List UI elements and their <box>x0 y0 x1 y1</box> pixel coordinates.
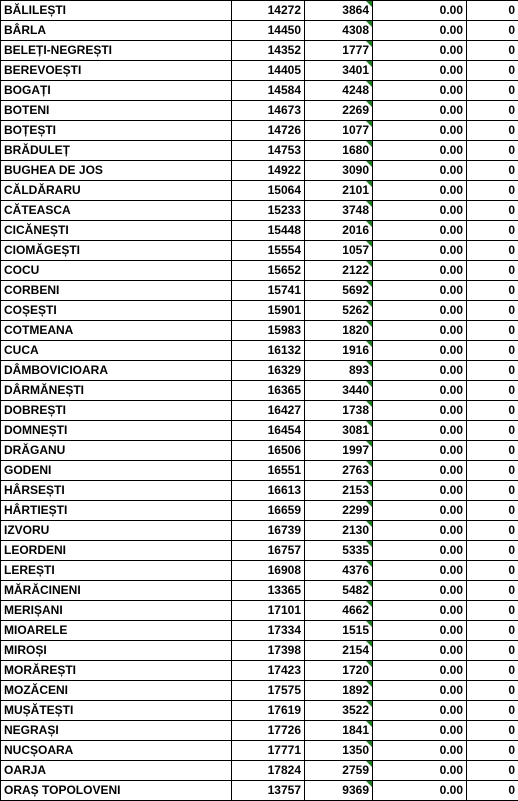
cell-value[interactable]: 0.00 <box>373 381 467 401</box>
table-row <box>1 141 518 161</box>
cell-count[interactable]: 0 <box>467 481 518 501</box>
table-row <box>1 261 518 281</box>
cell-value[interactable]: 0.00 <box>373 201 467 221</box>
table-row <box>1 281 518 301</box>
cell-code[interactable]: 14922 <box>232 161 305 181</box>
cell-population[interactable]: 3748 <box>305 201 373 221</box>
table-row <box>1 21 518 41</box>
cell-value[interactable]: 0.00 <box>373 321 467 341</box>
cell-value[interactable]: 0.00 <box>373 81 467 101</box>
cell-value[interactable]: 0.00 <box>373 61 467 81</box>
cell-code[interactable]: 16908 <box>232 561 305 581</box>
cell-count[interactable]: 0 <box>467 561 518 581</box>
cell-locality-name[interactable]: GODENI <box>1 461 232 481</box>
cell-code[interactable]: 16329 <box>232 361 305 381</box>
cell-code[interactable]: 16659 <box>232 501 305 521</box>
cell-code[interactable]: 14405 <box>232 61 305 81</box>
cell-population[interactable]: 2016 <box>305 221 373 241</box>
cell-count[interactable]: 0 <box>467 41 518 61</box>
cell-code[interactable]: 15554 <box>232 241 305 261</box>
cell-code[interactable]: 14726 <box>232 121 305 141</box>
cell-value[interactable]: 0.00 <box>373 101 467 121</box>
cell-population[interactable]: 1820 <box>305 321 373 341</box>
table-row <box>1 381 518 401</box>
cell-population[interactable]: 1892 <box>305 681 373 701</box>
cell-locality-name[interactable]: COCU <box>1 261 232 281</box>
cell-count[interactable]: 0 <box>467 101 518 121</box>
cell-count[interactable]: 0 <box>467 621 518 641</box>
cell-population[interactable]: 1680 <box>305 141 373 161</box>
cell-count[interactable]: 0 <box>467 741 518 761</box>
cell-population[interactable]: 3522 <box>305 701 373 721</box>
cell-population[interactable]: 2759 <box>305 761 373 781</box>
cell-population[interactable]: 2130 <box>305 521 373 541</box>
cell-locality-name[interactable]: DÂMBOVICIOARA <box>1 361 232 381</box>
cell-value[interactable]: 0.00 <box>373 621 467 641</box>
table-body <box>1 1 518 801</box>
cell-locality-name[interactable]: HÂRTIEȘTI <box>1 501 232 521</box>
cell-code[interactable]: 17334 <box>232 621 305 641</box>
cell-count[interactable]: 0 <box>467 261 518 281</box>
cell-count[interactable]: 0 <box>467 181 518 201</box>
cell-count[interactable]: 0 <box>467 61 518 81</box>
cell-code[interactable]: 16506 <box>232 441 305 461</box>
cell-count[interactable]: 0 <box>467 341 518 361</box>
table-row <box>1 121 518 141</box>
cell-value[interactable]: 0.00 <box>373 161 467 181</box>
cell-locality-name[interactable]: CORBENI <box>1 281 232 301</box>
cell-code[interactable]: 17726 <box>232 721 305 741</box>
cell-code[interactable]: 17398 <box>232 641 305 661</box>
cell-population[interactable]: 5482 <box>305 581 373 601</box>
cell-population[interactable]: 3090 <box>305 161 373 181</box>
cell-locality-name[interactable]: BOTENI <box>1 101 232 121</box>
cell-value[interactable]: 0.00 <box>373 481 467 501</box>
cell-code[interactable]: 16613 <box>232 481 305 501</box>
cell-code[interactable]: 15652 <box>232 261 305 281</box>
cell-count[interactable]: 0 <box>467 541 518 561</box>
cell-code[interactable]: 16427 <box>232 401 305 421</box>
cell-count[interactable]: 0 <box>467 21 518 41</box>
cell-value[interactable]: 0.00 <box>373 601 467 621</box>
cell-count[interactable]: 0 <box>467 161 518 181</box>
cell-value[interactable]: 0.00 <box>373 681 467 701</box>
cell-population[interactable]: 4376 <box>305 561 373 581</box>
table-row <box>1 1 518 21</box>
cell-code[interactable]: 17619 <box>232 701 305 721</box>
cell-locality-name[interactable]: MĂRĂCINENI <box>1 581 232 601</box>
cell-code[interactable]: 15233 <box>232 201 305 221</box>
cell-population[interactable]: 2763 <box>305 461 373 481</box>
cell-count[interactable]: 0 <box>467 521 518 541</box>
cell-count[interactable]: 0 <box>467 361 518 381</box>
cell-locality-name[interactable]: BOȚEȘTI <box>1 121 232 141</box>
cell-value[interactable]: 0.00 <box>373 141 467 161</box>
cell-population[interactable]: 3864 <box>305 1 373 21</box>
cell-locality-name[interactable]: BELEȚI-NEGREȘTI <box>1 41 232 61</box>
cell-locality-name[interactable]: MIROȘI <box>1 641 232 661</box>
cell-locality-name[interactable]: BRĂDULEȚ <box>1 141 232 161</box>
cell-count[interactable]: 0 <box>467 601 518 621</box>
cell-locality-name[interactable]: COȘEȘTI <box>1 301 232 321</box>
cell-population[interactable]: 1777 <box>305 41 373 61</box>
table-row <box>1 101 518 121</box>
cell-population[interactable]: 4308 <box>305 21 373 41</box>
cell-code[interactable]: 14272 <box>232 1 305 21</box>
cell-locality-name[interactable]: MOZĂCENI <box>1 681 232 701</box>
cell-value[interactable]: 0.00 <box>373 181 467 201</box>
cell-count[interactable]: 0 <box>467 461 518 481</box>
table-row <box>1 781 518 801</box>
cell-code[interactable]: 15741 <box>232 281 305 301</box>
cell-population[interactable]: 1720 <box>305 661 373 681</box>
cell-count[interactable]: 0 <box>467 141 518 161</box>
cell-locality-name[interactable]: BUGHEA DE JOS <box>1 161 232 181</box>
table-row <box>1 161 518 181</box>
cell-code[interactable]: 16739 <box>232 521 305 541</box>
cell-count[interactable]: 0 <box>467 301 518 321</box>
cell-locality-name[interactable]: BOGAȚI <box>1 81 232 101</box>
table-row <box>1 421 518 441</box>
cell-population[interactable]: 1057 <box>305 241 373 261</box>
cell-value[interactable]: 0.00 <box>373 701 467 721</box>
cell-locality-name[interactable]: CĂLDĂRARU <box>1 181 232 201</box>
cell-code[interactable]: 17771 <box>232 741 305 761</box>
cell-locality-name[interactable]: IZVORU <box>1 521 232 541</box>
cell-value[interactable]: 0.00 <box>373 761 467 781</box>
cell-population[interactable]: 1738 <box>305 401 373 421</box>
table-row <box>1 41 518 61</box>
cell-count[interactable]: 0 <box>467 281 518 301</box>
cell-count[interactable]: 0 <box>467 381 518 401</box>
table-row <box>1 641 518 661</box>
table-row <box>1 481 518 501</box>
cell-population[interactable]: 5262 <box>305 301 373 321</box>
cell-count[interactable]: 0 <box>467 761 518 781</box>
cell-locality-name[interactable]: CICĂNEȘTI <box>1 221 232 241</box>
table-row <box>1 761 518 781</box>
cell-population[interactable]: 4662 <box>305 601 373 621</box>
cell-locality-name[interactable]: MERIȘANI <box>1 601 232 621</box>
cell-locality-name[interactable]: CĂTEASCA <box>1 201 232 221</box>
table-row <box>1 701 518 721</box>
cell-value[interactable]: 0.00 <box>373 221 467 241</box>
cell-count[interactable]: 0 <box>467 781 518 801</box>
cell-count[interactable]: 0 <box>467 121 518 141</box>
cell-locality-name[interactable]: LEREȘTI <box>1 561 232 581</box>
cell-value[interactable]: 0.00 <box>373 341 467 361</box>
cell-locality-name[interactable]: HÂRSEȘTI <box>1 481 232 501</box>
table-row <box>1 661 518 681</box>
table-row <box>1 61 518 81</box>
cell-locality-name[interactable]: DOBREȘTI <box>1 401 232 421</box>
cell-population[interactable]: 1916 <box>305 341 373 361</box>
cell-value[interactable]: 0.00 <box>373 461 467 481</box>
cell-locality-name[interactable]: MORĂREȘTI <box>1 661 232 681</box>
cell-locality-name[interactable]: BĂLILEȘTI <box>1 1 232 21</box>
table-row <box>1 721 518 741</box>
cell-locality-name[interactable]: ORAȘ TOPOLOVENI <box>1 781 232 801</box>
cell-value[interactable]: 0.00 <box>373 401 467 421</box>
cell-population[interactable]: 2153 <box>305 481 373 501</box>
table-row <box>1 81 518 101</box>
cell-population[interactable]: 1350 <box>305 741 373 761</box>
cell-code[interactable]: 13365 <box>232 581 305 601</box>
cell-count[interactable]: 0 <box>467 81 518 101</box>
cell-locality-name[interactable]: BÂRLA <box>1 21 232 41</box>
table-row <box>1 201 518 221</box>
cell-code[interactable]: 17824 <box>232 761 305 781</box>
table-row <box>1 441 518 461</box>
cell-locality-name[interactable]: CUCA <box>1 341 232 361</box>
cell-code[interactable]: 13757 <box>232 781 305 801</box>
cell-code[interactable]: 17423 <box>232 661 305 681</box>
table-row <box>1 741 518 761</box>
cell-locality-name[interactable]: OARJA <box>1 761 232 781</box>
cell-code[interactable]: 14584 <box>232 81 305 101</box>
cell-value[interactable]: 0.00 <box>373 241 467 261</box>
table-row <box>1 401 518 421</box>
table-row <box>1 221 518 241</box>
table-row <box>1 241 518 261</box>
cell-locality-name[interactable]: CIOMĂGEȘTI <box>1 241 232 261</box>
table-row <box>1 501 518 521</box>
cell-population[interactable]: 893 <box>305 361 373 381</box>
cell-count[interactable]: 0 <box>467 241 518 261</box>
cell-locality-name[interactable]: DOMNEȘTI <box>1 421 232 441</box>
cell-population[interactable]: 1077 <box>305 121 373 141</box>
table-row <box>1 541 518 561</box>
table-row <box>1 301 518 321</box>
table-row <box>1 621 518 641</box>
table-row <box>1 681 518 701</box>
cell-code[interactable]: 17101 <box>232 601 305 621</box>
cell-locality-name[interactable]: LEORDENI <box>1 541 232 561</box>
cell-population[interactable]: 1515 <box>305 621 373 641</box>
cell-value[interactable]: 0.00 <box>373 541 467 561</box>
cell-code[interactable]: 17575 <box>232 681 305 701</box>
cell-count[interactable]: 0 <box>467 721 518 741</box>
cell-count[interactable]: 0 <box>467 401 518 421</box>
cell-population[interactable]: 5335 <box>305 541 373 561</box>
cell-count[interactable]: 0 <box>467 701 518 721</box>
cell-code[interactable]: 16365 <box>232 381 305 401</box>
table-row <box>1 181 518 201</box>
cell-locality-name[interactable]: DÂRMĂNEȘTI <box>1 381 232 401</box>
cell-population[interactable]: 3401 <box>305 61 373 81</box>
cell-locality-name[interactable]: NUCȘOARA <box>1 741 232 761</box>
cell-code[interactable]: 16551 <box>232 461 305 481</box>
table-row <box>1 361 518 381</box>
cell-code[interactable]: 16454 <box>232 421 305 441</box>
table-row <box>1 321 518 341</box>
cell-locality-name[interactable]: MUȘĂTEȘTI <box>1 701 232 721</box>
cell-count[interactable]: 0 <box>467 441 518 461</box>
cell-count[interactable]: 0 <box>467 221 518 241</box>
cell-population[interactable]: 2122 <box>305 261 373 281</box>
cell-count[interactable]: 0 <box>467 1 518 21</box>
cell-value[interactable]: 0.00 <box>373 781 467 801</box>
cell-value[interactable]: 0.00 <box>373 501 467 521</box>
cell-population[interactable]: 4248 <box>305 81 373 101</box>
cell-code[interactable]: 15901 <box>232 301 305 321</box>
cell-value[interactable]: 0.00 <box>373 21 467 41</box>
cell-code[interactable]: 14753 <box>232 141 305 161</box>
cell-code[interactable]: 14450 <box>232 21 305 41</box>
cell-count[interactable]: 0 <box>467 681 518 701</box>
cell-value[interactable]: 0.00 <box>373 121 467 141</box>
table-row <box>1 601 518 621</box>
cell-population[interactable]: 3081 <box>305 421 373 441</box>
cell-population[interactable]: 2299 <box>305 501 373 521</box>
cell-population[interactable]: 9369 <box>305 781 373 801</box>
cell-locality-name[interactable]: NEGRAȘI <box>1 721 232 741</box>
cell-population[interactable]: 2154 <box>305 641 373 661</box>
cell-locality-name[interactable]: BEREVOEȘTI <box>1 61 232 81</box>
table-row <box>1 461 518 481</box>
cell-count[interactable]: 0 <box>467 321 518 341</box>
cell-value[interactable]: 0.00 <box>373 261 467 281</box>
cell-value[interactable]: 0.00 <box>373 521 467 541</box>
cell-value[interactable]: 0.00 <box>373 281 467 301</box>
cell-population[interactable]: 3440 <box>305 381 373 401</box>
table-row <box>1 581 518 601</box>
cell-locality-name[interactable]: COTMEANA <box>1 321 232 341</box>
cell-code[interactable]: 16757 <box>232 541 305 561</box>
cell-code[interactable]: 15983 <box>232 321 305 341</box>
table-row <box>1 561 518 581</box>
cell-locality-name[interactable]: DRĂGANU <box>1 441 232 461</box>
cell-value[interactable]: 0.00 <box>373 361 467 381</box>
cell-value[interactable]: 0.00 <box>373 441 467 461</box>
cell-code[interactable]: 15064 <box>232 181 305 201</box>
cell-code[interactable]: 14673 <box>232 101 305 121</box>
cell-value[interactable]: 0.00 <box>373 661 467 681</box>
cell-count[interactable]: 0 <box>467 581 518 601</box>
cell-value[interactable]: 0.00 <box>373 1 467 21</box>
cell-count[interactable]: 0 <box>467 641 518 661</box>
cell-population[interactable]: 1997 <box>305 441 373 461</box>
table-row <box>1 521 518 541</box>
cell-population[interactable]: 2101 <box>305 181 373 201</box>
cell-value[interactable]: 0.00 <box>373 641 467 661</box>
cell-population[interactable]: 1841 <box>305 721 373 741</box>
cell-value[interactable]: 0.00 <box>373 721 467 741</box>
table-row <box>1 341 518 361</box>
cell-count[interactable]: 0 <box>467 421 518 441</box>
cell-code[interactable]: 16132 <box>232 341 305 361</box>
cell-count[interactable]: 0 <box>467 501 518 521</box>
cell-value[interactable]: 0.00 <box>373 421 467 441</box>
cell-value[interactable]: 0.00 <box>373 301 467 321</box>
cell-count[interactable]: 0 <box>467 661 518 681</box>
cell-count[interactable]: 0 <box>467 201 518 221</box>
cell-value[interactable]: 0.00 <box>373 561 467 581</box>
cell-population[interactable]: 2269 <box>305 101 373 121</box>
cell-value[interactable]: 0.00 <box>373 741 467 761</box>
cell-value[interactable]: 0.00 <box>373 581 467 601</box>
cell-value[interactable]: 0.00 <box>373 41 467 61</box>
cell-code[interactable]: 14352 <box>232 41 305 61</box>
cell-locality-name[interactable]: MIOARELE <box>1 621 232 641</box>
cell-population[interactable]: 5692 <box>305 281 373 301</box>
cell-code[interactable]: 15448 <box>232 221 305 241</box>
